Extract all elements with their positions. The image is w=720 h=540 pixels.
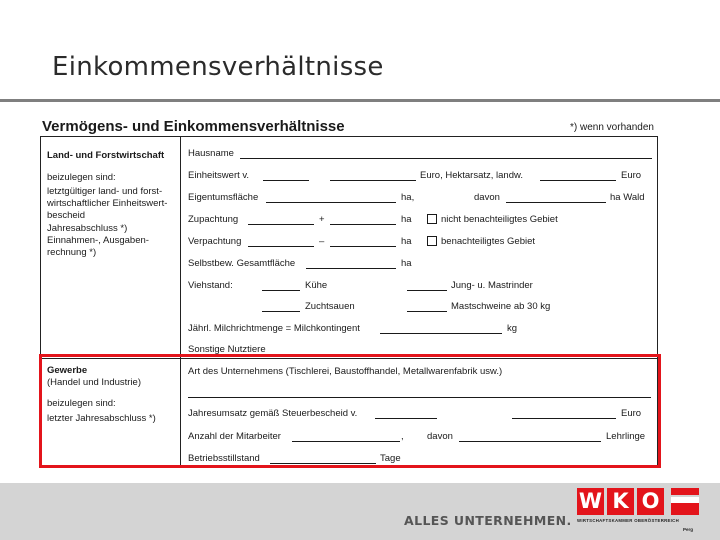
label-ha: ha xyxy=(401,236,412,247)
label-disadvantaged: benachteiligtes Gebiet xyxy=(441,236,536,247)
zupachtung-field-2[interactable] xyxy=(330,224,396,225)
disadvantaged-checkbox[interactable] xyxy=(427,236,437,246)
label-kg: kg xyxy=(507,323,518,334)
agri-attach-label: beizulegen sind: xyxy=(47,172,116,183)
agri-attach-line: letztgültiger land- und forst- xyxy=(47,186,163,197)
label-jahresumsatz: Jahresumsatz gemäß Steuerbescheid v. xyxy=(188,408,358,419)
label-tage: Tage xyxy=(380,453,401,464)
label-eigentumsflaeche: Eigentumsfläche xyxy=(188,192,259,203)
not-disadvantaged-checkbox[interactable] xyxy=(427,214,437,224)
logo-flag-bottom xyxy=(671,503,699,515)
label-davon: davon xyxy=(427,431,453,442)
label-ha: ha xyxy=(401,214,412,225)
form-title: Vermögens- und Einkommensverhältnisse xyxy=(42,118,345,135)
logo-region: Perg xyxy=(683,527,694,532)
label-hektarsatz: Euro, Hektarsatz, landw. xyxy=(420,170,523,181)
einheitswert-amount-field[interactable] xyxy=(330,180,416,181)
slide-title: Einkommensverhältnisse xyxy=(52,52,384,82)
logo-letter-w: W xyxy=(578,489,603,513)
selbstbew-field[interactable] xyxy=(306,268,396,269)
milchkontingent-field[interactable] xyxy=(380,333,502,334)
label-ha-comma: ha, xyxy=(401,192,415,203)
minus-sign: – xyxy=(319,236,325,247)
label-jungrinder: Jung- u. Mastrinder xyxy=(451,280,533,291)
label-mastschweine: Mastschweine ab 30 kg xyxy=(451,301,551,312)
label-davon: davon xyxy=(474,192,500,203)
label-verpachtung: Verpachtung xyxy=(188,236,242,247)
logo-flag-top xyxy=(671,488,699,495)
agri-attach-line: rechnung *) xyxy=(47,247,97,258)
hektarsatz-field[interactable] xyxy=(540,180,616,181)
agri-attach-line: bescheid xyxy=(47,210,86,221)
label-betriebsstillstand: Betriebsstillstand xyxy=(188,453,260,464)
label-not-disadvantaged: nicht benachteiligtes Gebiet xyxy=(441,214,558,225)
form-note: *) wenn vorhanden xyxy=(570,122,654,133)
business-attach-item: letzter Jahresabschluss *) xyxy=(47,413,156,424)
label-zupachtung: Zupachtung xyxy=(188,214,239,225)
agri-attach-line: Jahresabschluss *) xyxy=(47,223,128,234)
zupachtung-field-1[interactable] xyxy=(248,224,314,225)
logo-letter-k: K xyxy=(607,488,634,515)
einheitswert-year-field[interactable] xyxy=(263,180,309,181)
title-divider xyxy=(0,99,720,102)
label-viehstand: Viehstand: xyxy=(188,280,233,291)
label-lehrlinge: Lehrlinge xyxy=(606,431,646,442)
comma: , xyxy=(401,431,404,442)
label-art-des-unternehmens: Art des Unternehmens (Tischlerei, Baustoffhandel, Metallwarenfabrik usw.) xyxy=(188,366,503,377)
label-zuchtsauen: Zuchtsauen xyxy=(305,301,355,312)
mastschweine-field[interactable] xyxy=(407,311,447,312)
label-euro: Euro xyxy=(621,170,642,181)
label-sonstige-nutztiere: Sonstige Nutztiere xyxy=(188,344,266,355)
verpachtung-field-2[interactable] xyxy=(330,246,396,247)
agri-heading: Land- und Forstwirtschaft xyxy=(47,150,165,161)
label-ha-wald: ha Wald xyxy=(610,192,645,203)
label-ha: ha xyxy=(401,258,412,269)
jungrinder-field[interactable] xyxy=(407,290,447,291)
wald-field[interactable] xyxy=(506,202,606,203)
logo-subtitle: WIRTSCHAFTSKAMMER OBERÖSTERREICH xyxy=(577,518,679,523)
eigentumsflaeche-field[interactable] xyxy=(266,202,396,203)
label-mitarbeiter: Anzahl der Mitarbeiter xyxy=(188,431,281,442)
zuchtsauen-field[interactable] xyxy=(262,311,300,312)
kuehe-field[interactable] xyxy=(262,290,300,291)
business-heading-sub: (Handel und Industrie) xyxy=(47,377,141,388)
business-attach-label: beizulegen sind: xyxy=(47,398,116,409)
business-heading: Gewerbe xyxy=(47,365,88,376)
hausname-field[interactable] xyxy=(240,158,652,159)
label-einheitswert: Einheitswert v. xyxy=(188,170,250,181)
footer-slogan: ALLES UNTERNEHMEN. xyxy=(404,513,572,528)
plus-sign: + xyxy=(319,214,325,225)
label-hausname: Hausname xyxy=(188,148,234,159)
highlight-box xyxy=(39,354,661,468)
agri-attach-line: wirtschaftlicher Einheitswert- xyxy=(47,198,168,209)
label-milchrichtmenge: Jährl. Milchrichtmenge = Milchkontingent xyxy=(188,323,360,334)
agri-attach-line: Einnahmen-, Ausgaben- xyxy=(47,235,149,246)
label-euro: Euro xyxy=(621,408,642,419)
verpachtung-field-1[interactable] xyxy=(248,246,314,247)
logo-letter-o: O xyxy=(637,488,664,515)
label-kuehe: Kühe xyxy=(305,280,328,291)
label-selbstbew: Selbstbew. Gesamtfläche xyxy=(188,258,296,269)
